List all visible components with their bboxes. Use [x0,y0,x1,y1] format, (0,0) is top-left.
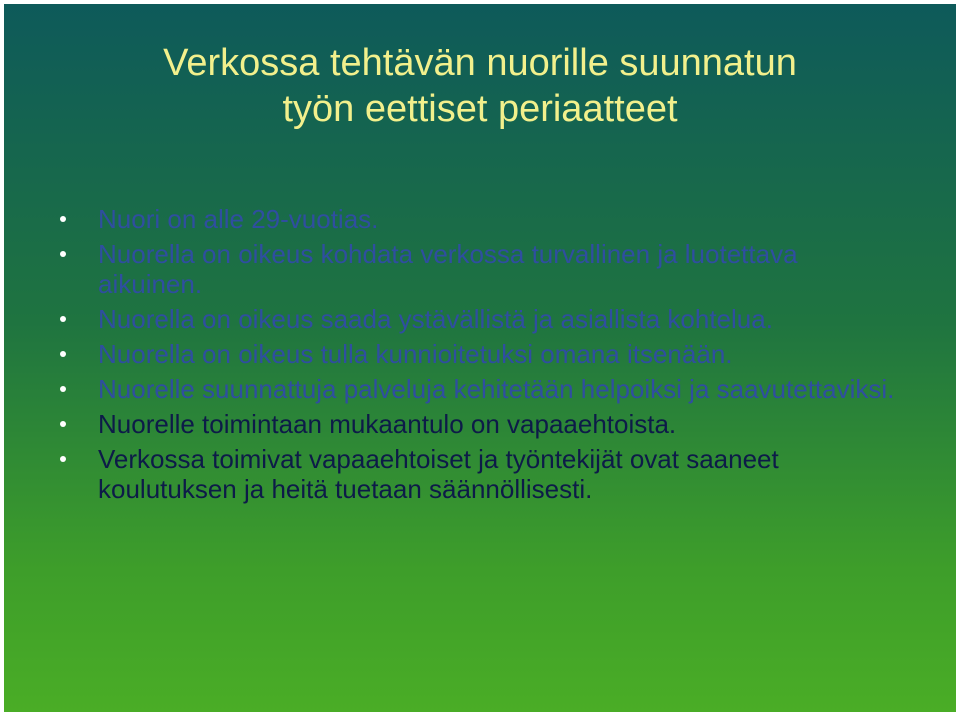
bullet-item [4,339,904,369]
bullet-dot-icon [60,386,66,392]
bullet-text: Nuorella on oikeus kohdata verkossa turvallinen ja luotettava aikuinen. [98,239,798,299]
bullet-dot-icon [60,421,66,427]
bullet-dot-icon [60,351,66,357]
bullet-text: Nuori on alle 29-vuotias. [98,204,379,234]
bullet-text: Nuorella on oikeus tulla kunnioitetuksi omana itsenään. [98,339,733,369]
slide [4,4,956,712]
bullet-item [4,304,904,334]
bullet-dot-icon [60,251,66,257]
bullet-item [4,409,904,439]
bullet-list [4,204,904,509]
bullet-item [4,374,904,404]
slide-title-line-1: Verkossa tehtävän nuorille suunnatun [163,42,797,84]
slide-title [4,40,956,132]
bullet-dot-icon [60,316,66,322]
bullet-text: Verkossa toimivat vapaaehtoiset ja työntekijät ovat saaneet koulutuksen ja heitä tuetaan säännöllisesti. [98,444,779,504]
bullet-item [4,239,904,299]
bullet-text: Nuorelle toimintaan mukaantulo on vapaaehtoista. [98,409,677,439]
bullet-item [4,204,904,234]
bullet-item [4,444,904,504]
bullet-dot-icon [60,216,66,222]
slide-title-line-2: työn eettiset periaatteet [282,88,678,130]
bullet-text: Nuorelle suunnattuja palveluja kehitetään helpoiksi ja saavutettaviksi. [98,374,895,404]
bullet-text: Nuorella on oikeus saada ystävällistä ja asiallista kohtelua. [98,304,773,334]
bullet-dot-icon [60,456,66,462]
